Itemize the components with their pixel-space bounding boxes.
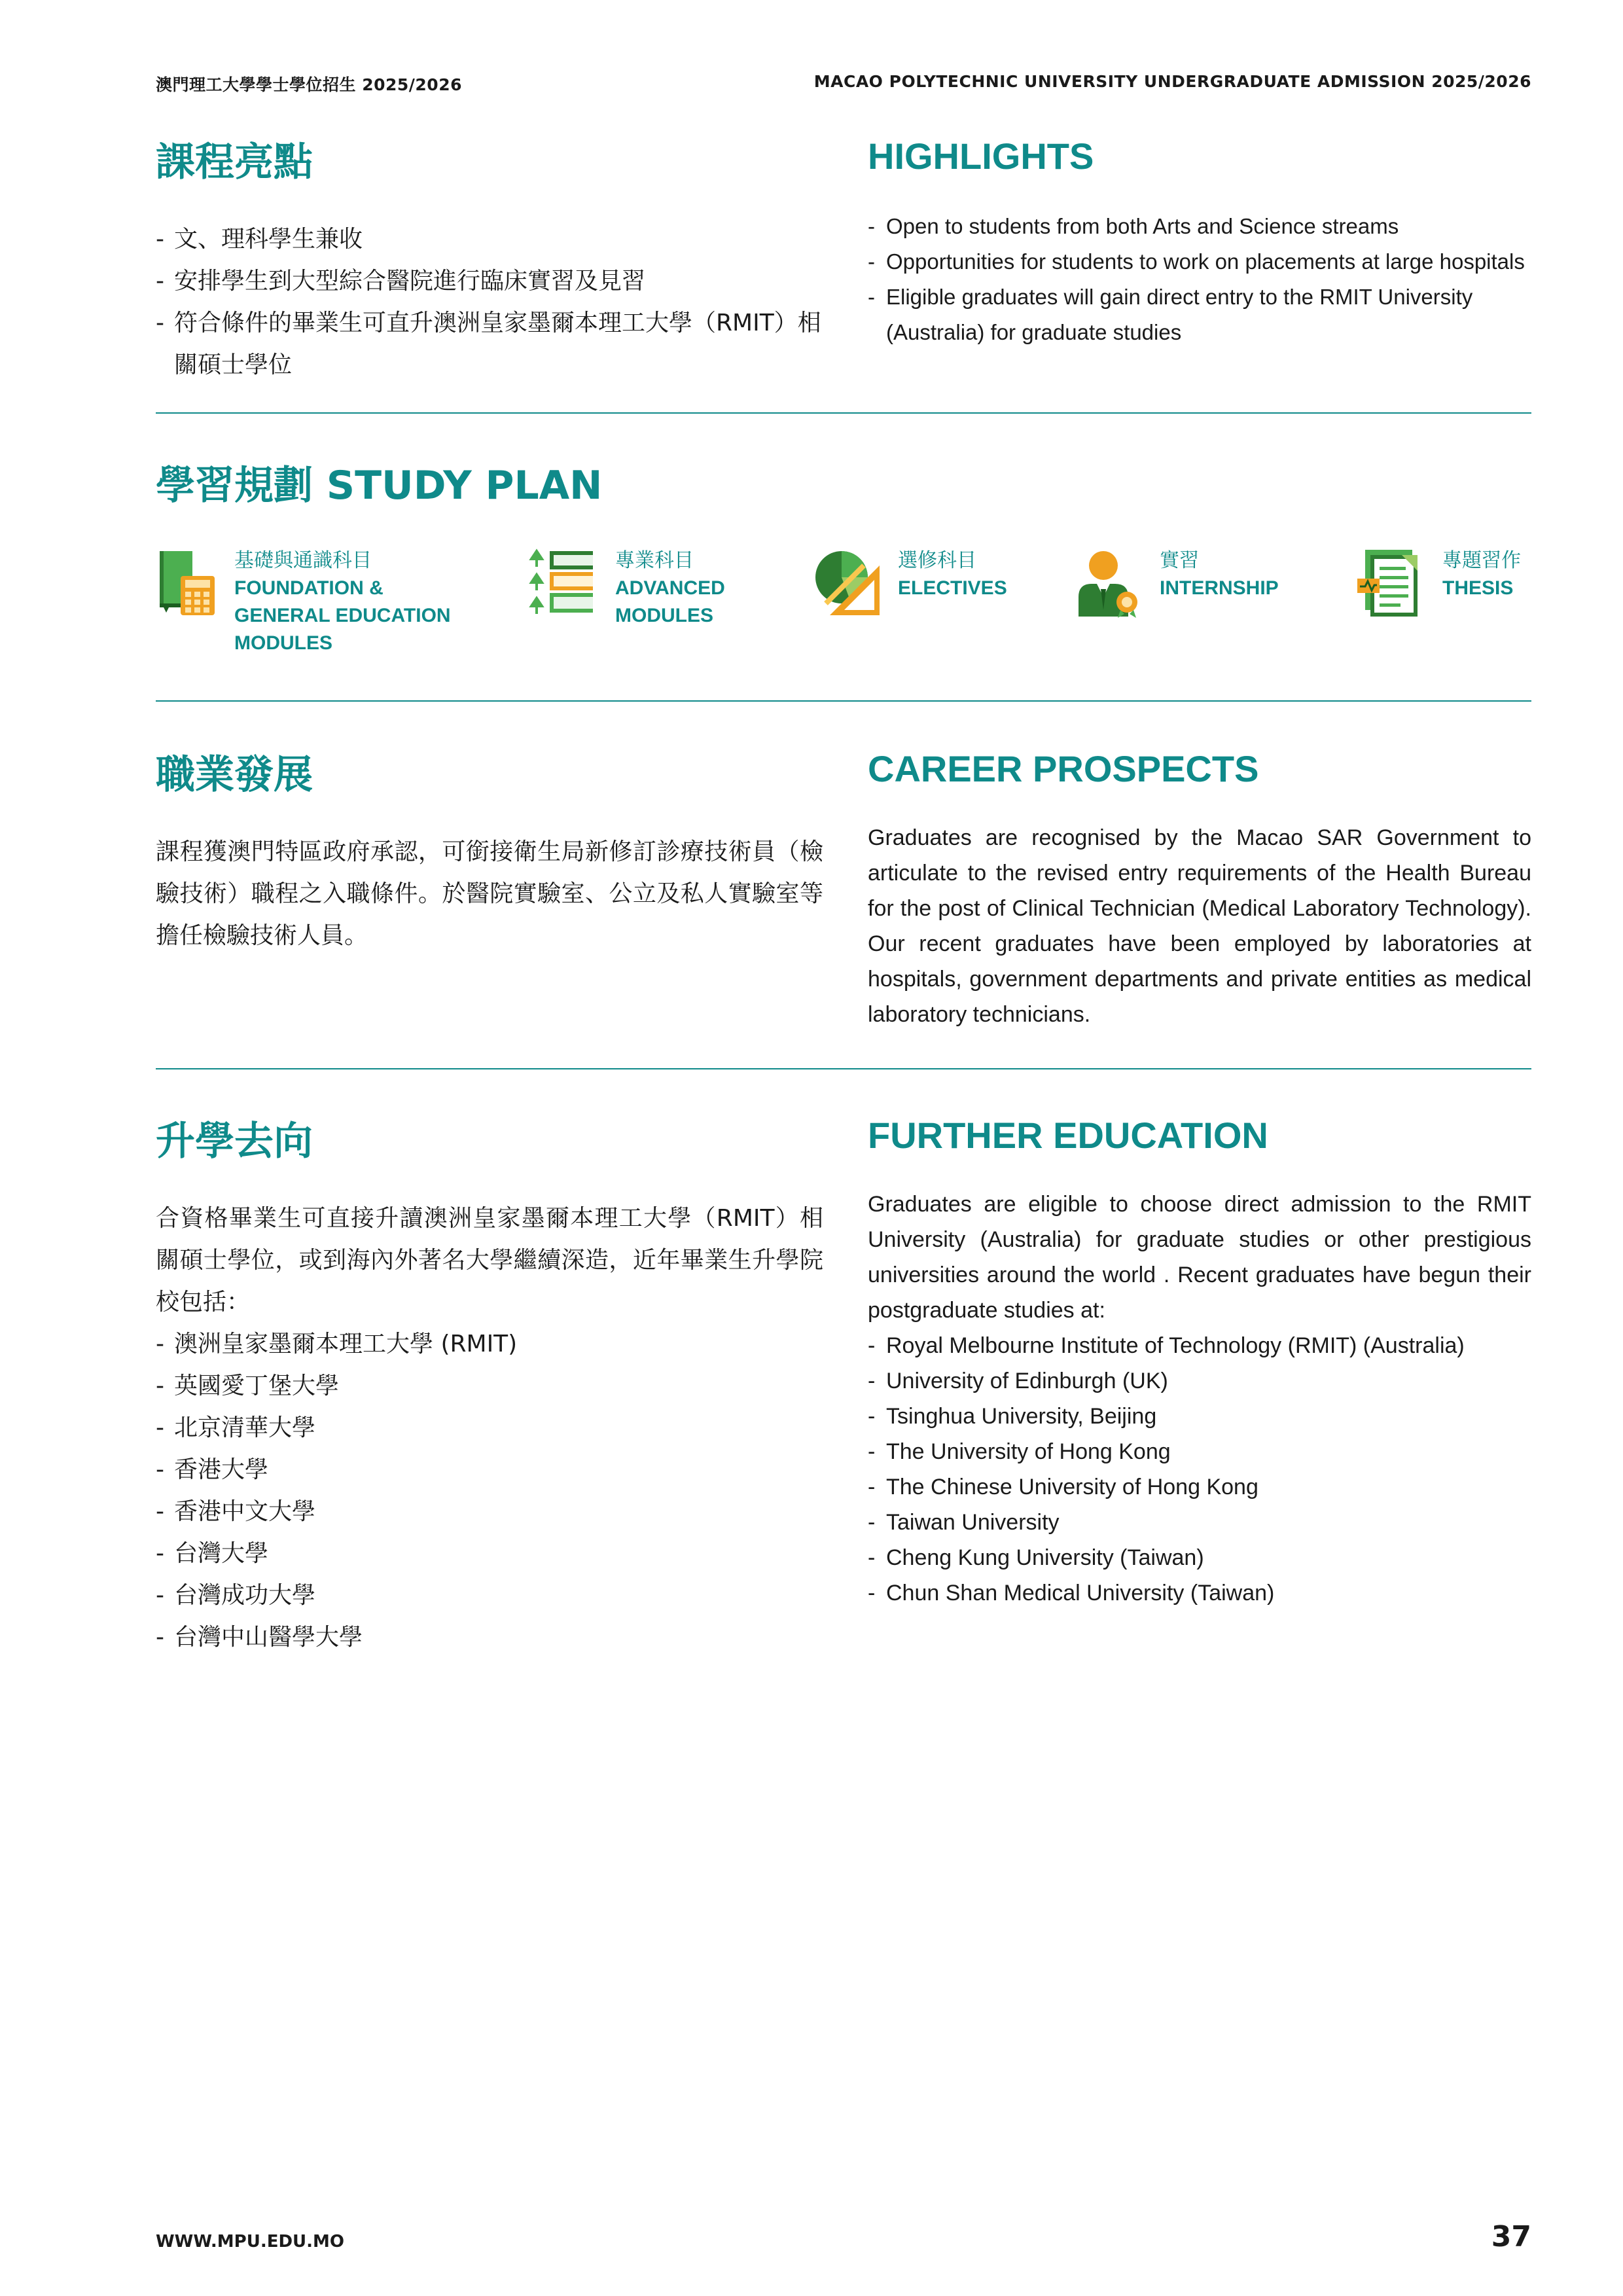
study-plan-label-en: INTERNSHIP — [1160, 577, 1279, 599]
study-plan-item-internship — [1073, 547, 1279, 619]
list-item: - Chun Shan Medical University (Taiwan) — [868, 1575, 1531, 1611]
career-en-title: CAREER PROSPECTS — [868, 748, 1259, 789]
list-item: - 台灣成功大學 — [156, 1575, 823, 1617]
list-item: - University of Edinburgh (UK) — [868, 1363, 1531, 1399]
list-item: - 英國愛丁堡大學 — [156, 1365, 823, 1407]
further-cn-title: 升學去向 — [156, 1119, 313, 1164]
further-cn-section — [156, 1110, 823, 1659]
highlights-en-title: HIGHLIGHTS — [868, 135, 1094, 177]
further-cn-list — [156, 1323, 823, 1659]
list-item: - 文、理科學生兼收 — [156, 219, 823, 260]
list-item: - The Chinese University of Hong Kong — [868, 1469, 1531, 1505]
further-cn-text: 合資格畢業生可直接升讀澳洲皇家墨爾本理工大學（RMIT）相關碩士學位，或到海內外著名大學繼續深造，近年畢業生升學院校包括： — [156, 1205, 823, 1316]
chart-ruler-icon — [812, 547, 883, 619]
further-en-title: FURTHER EDUCATION — [868, 1115, 1268, 1156]
career-cn-title: 職業發展 — [156, 752, 313, 798]
study-plan-label-cn: 選修科目 — [898, 549, 976, 572]
list-item: - 香港中文大學 — [156, 1491, 823, 1533]
study-plan-item-electives — [812, 547, 1007, 619]
study-plan-label-en: FOUNDATION & GENERAL EDUCATION MODULES — [234, 577, 451, 654]
list-item: - Taiwan University — [868, 1505, 1531, 1540]
list-item: - Cheng Kung University (Taiwan) — [868, 1540, 1531, 1575]
person-award-icon — [1073, 547, 1145, 619]
page-number: 37 — [1491, 2220, 1531, 2253]
study-plan-label-cn: 基礎與通識科目 — [234, 549, 372, 572]
list-item: - Eligible graduates will gain direct entry to the RMIT University (Australia) for graduate studies — [868, 279, 1531, 350]
list-item: - 台灣大學 — [156, 1533, 823, 1575]
footer-website-link[interactable]: WWW.MPU.EDU.MO — [156, 2232, 345, 2251]
study-plan-item-thesis — [1356, 547, 1521, 619]
list-item: - Tsinghua University, Beijing — [868, 1399, 1531, 1434]
running-header-cn: 澳門理工大學學士學位招生 2025/2026 — [156, 75, 462, 94]
study-plan-label-cn: 專業科目 — [615, 549, 694, 572]
highlights-cn-list — [156, 219, 823, 386]
study-plan-label-en: THESIS — [1442, 577, 1514, 599]
running-header-en: MACAO POLYTECHNIC UNIVERSITY UNDERGRADUATE ADMISSION 2025/2026 — [813, 72, 1531, 91]
highlights-en-list — [868, 209, 1531, 350]
list-item: - The University of Hong Kong — [868, 1434, 1531, 1469]
highlights-cn-section — [156, 131, 823, 386]
list-item: - 香港大學 — [156, 1449, 823, 1491]
further-en-list — [868, 1328, 1531, 1611]
career-en-section — [868, 747, 1531, 1032]
list-item: - 北京清華大學 — [156, 1407, 823, 1449]
list-item: - 安排學生到大型綜合醫院進行臨床實習及見習 — [156, 260, 823, 302]
section-divider — [156, 1068, 1531, 1069]
career-en-text: Graduates are recognised by the Macao SAR Government to articulate to the revised entry requirements of the Health Bureau for the post of Clinical Technician (Medical Laboratory Technology). Our recent graduates have been employed by laboratories at hospitals, government departments and private entities as medical laboratory technicians. — [868, 825, 1531, 1027]
list-item: - Opportunities for students to work on placements at large hospitals — [868, 244, 1531, 279]
further-en-text: Graduates are eligible to choose direct admission to the RMIT University (Australia) for graduate studies or other prestigious universities around the world . Recent graduates have begun their postgraduate studies at: — [868, 1192, 1531, 1323]
book-calculator-icon — [154, 547, 220, 619]
section-divider — [156, 412, 1531, 414]
section-divider — [156, 700, 1531, 702]
career-cn-text: 課程獲澳門特區政府承認，可銜接衛生局新修訂診療技術員（檢驗技術）職程之入職條件。於醫院實驗室、公立及私人實驗室等擔任檢驗技術人員。 — [156, 838, 823, 949]
study-plan-label-cn: 專題習作 — [1442, 549, 1521, 572]
study-plan-title: 學習規劃 STUDY PLAN — [156, 463, 603, 509]
document-thesis-icon — [1356, 547, 1428, 619]
study-plan-item-advanced — [529, 547, 746, 630]
study-plan-item-foundation — [154, 547, 457, 657]
list-item: - 符合條件的畢業生可直升澳洲皇家墨爾本理工大學（RMIT）相關碩士學位 — [156, 302, 823, 386]
career-cn-section — [156, 744, 823, 957]
highlights-cn-title: 課程亮點 — [156, 139, 313, 185]
list-item: - Open to students from both Arts and Science streams — [868, 209, 1531, 244]
study-plan-label-cn: 實習 — [1160, 549, 1199, 572]
further-en-section — [868, 1114, 1531, 1611]
study-plan-label-en: ELECTIVES — [898, 577, 1007, 599]
stacked-books-icon — [529, 547, 601, 619]
list-item: - 澳洲皇家墨爾本理工大學 (RMIT) — [156, 1323, 823, 1365]
list-item: - Royal Melbourne Institute of Technology (RMIT) (Australia) — [868, 1328, 1531, 1363]
list-item: - 台灣中山醫學大學 — [156, 1617, 823, 1659]
highlights-en-section — [868, 135, 1531, 350]
study-plan-label-en: ADVANCED MODULES — [615, 577, 725, 626]
